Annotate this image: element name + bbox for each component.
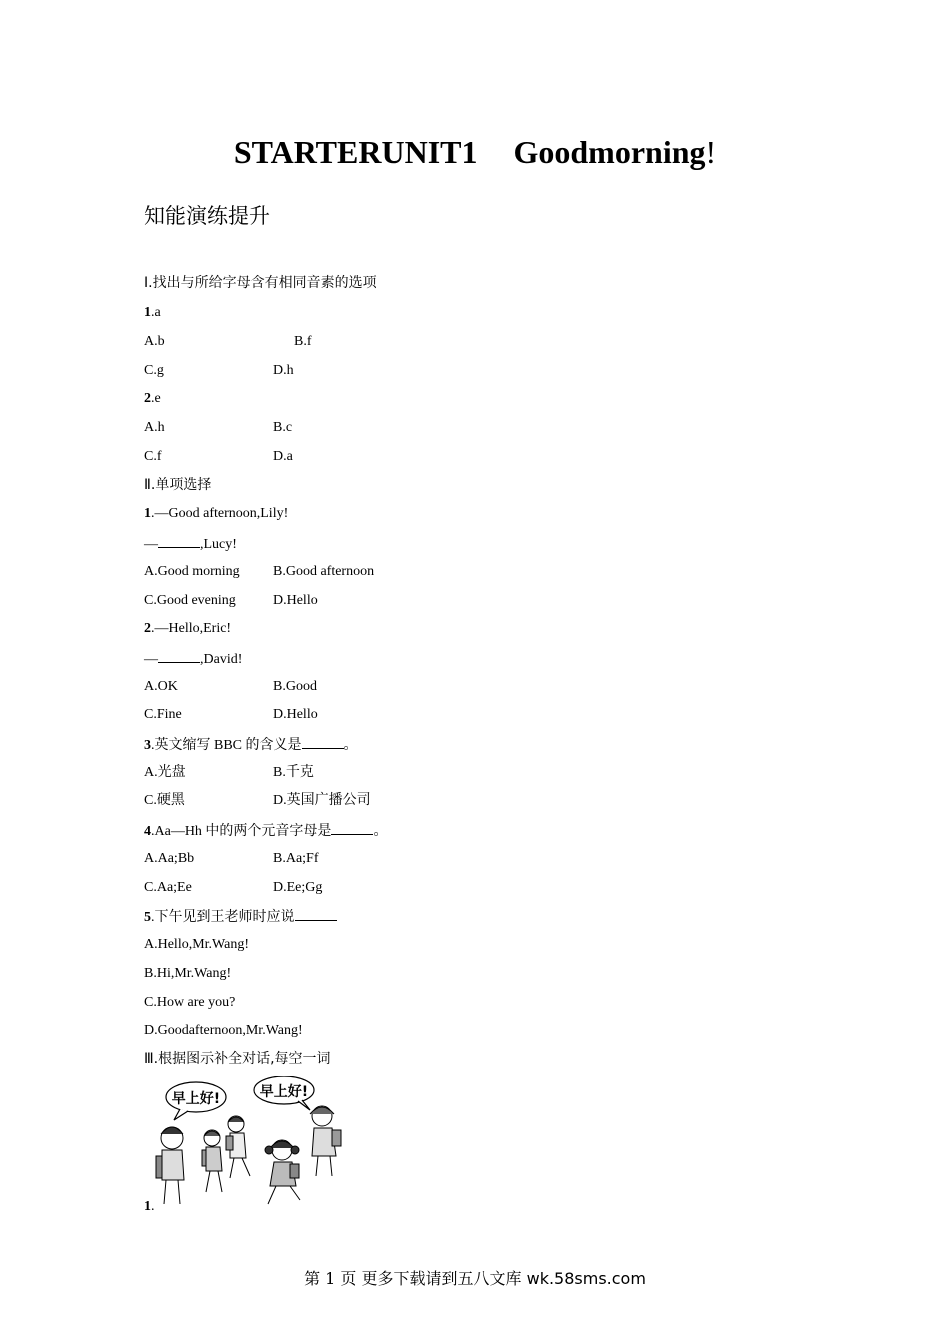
speech-bubble-left: 早上好! [171, 1091, 221, 1107]
s2-q2-row2 [144, 706, 318, 724]
speech-bubble-right: 早上好! [259, 1084, 309, 1100]
s1-q1-row2 [144, 362, 294, 380]
children-greeting-illustration [150, 1076, 350, 1208]
option-a: A.Good morning [144, 564, 240, 579]
answer-blank [331, 821, 373, 835]
s2-q5: 5.下午见到王老师时应说 [144, 907, 337, 927]
title-punct: ! [705, 134, 717, 170]
option-d: D.Hello [273, 593, 318, 608]
option-c: C.Good evening [144, 593, 236, 608]
s2-q1-row1 [144, 563, 375, 581]
s2-q2-reply: — ,David! [144, 649, 242, 669]
section3-heading: Ⅲ.根据图示补全对话,每空一词 [144, 1051, 331, 1067]
answer-blank [295, 907, 337, 921]
option-c: C.Fine [144, 707, 182, 722]
s2-q4-row2 [144, 879, 323, 897]
boy-figure-middle [202, 1130, 222, 1192]
title-unit: STARTERUNIT1 [233, 134, 478, 170]
page-footer: 第 1 页 更多下载请到五八文库 wk.58sms.com [304, 1269, 646, 1288]
s1-q2-row2 [144, 448, 293, 466]
option-a: A.h [144, 420, 165, 435]
s2-q3-row1 [144, 764, 314, 782]
option-a: A.b [144, 334, 165, 349]
s2-q3: 3.英文缩写 BBC 的含义是 。 [144, 735, 358, 755]
option-b: B.c [273, 420, 293, 435]
option-a: A.OK [144, 679, 178, 694]
s2-q5-option-a: A.Hello,Mr.Wang! [144, 937, 250, 952]
option-a: A.光盘 [144, 765, 186, 780]
option-c: C.g [144, 363, 164, 378]
s3-q1: 1. [144, 1199, 155, 1214]
section-subtitle: 知能演练提升 [144, 204, 270, 228]
option-b: B.Aa;Ff [273, 851, 319, 866]
s1-q1-row1 [144, 333, 312, 351]
s2-q5-option-d: D.Goodafternoon,Mr.Wang! [144, 1023, 303, 1038]
s2-q2-row1 [144, 678, 317, 696]
section1-heading: Ⅰ.找出与所给字母含有相同音素的选项 [144, 275, 377, 291]
s1-q2: 2.e [144, 391, 161, 406]
s2-q3-row2 [144, 792, 371, 810]
answer-blank [158, 534, 200, 548]
option-b: B.千克 [273, 765, 314, 780]
s2-q2: 2.—Hello,Eric! [144, 621, 232, 636]
s2-q1: 1.—Good afternoon,Lily! [144, 506, 289, 521]
option-a: A.Aa;Bb [144, 851, 195, 866]
boy-figure-right [226, 1116, 250, 1178]
option-c: C.f [144, 449, 162, 464]
option-d: D.Ee;Gg [273, 880, 323, 895]
option-d: D.a [273, 449, 293, 464]
answer-blank [302, 735, 344, 749]
s2-q4-row1 [144, 850, 319, 868]
title-topic: Goodmorning [513, 134, 706, 170]
option-c: C.Aa;Ee [144, 880, 192, 895]
section2-heading: Ⅱ.单项选择 [144, 477, 212, 493]
option-b: B.Good [273, 679, 317, 694]
s2-q1-row2 [144, 592, 318, 610]
s2-q1-reply: — ,Lucy! [144, 534, 237, 554]
girl-figure-running [265, 1140, 300, 1204]
boy-figure-left [156, 1127, 184, 1204]
option-c: C.硬黑 [144, 793, 185, 808]
s2-q5-option-b: B.Hi,Mr.Wang! [144, 966, 232, 981]
option-d: D.Hello [273, 707, 318, 722]
girl-figure-standing [310, 1106, 341, 1176]
option-b: B.f [294, 334, 312, 349]
option-d: D.h [273, 363, 294, 378]
answer-blank [158, 649, 200, 663]
option-d: D.英国广播公司 [273, 793, 371, 808]
document-title [0, 134, 950, 171]
option-b: B.Good afternoon [273, 564, 375, 579]
s2-q4: 4.Aa—Hh 中的两个元音字母是 。 [144, 821, 387, 841]
s1-q1: 1.a [144, 305, 161, 320]
page-number: 1 [325, 1269, 336, 1288]
s2-q5-option-c: C.How are you? [144, 995, 236, 1010]
s1-q2-row1 [144, 419, 293, 437]
website-link[interactable]: wk.58sms.com [526, 1269, 646, 1288]
